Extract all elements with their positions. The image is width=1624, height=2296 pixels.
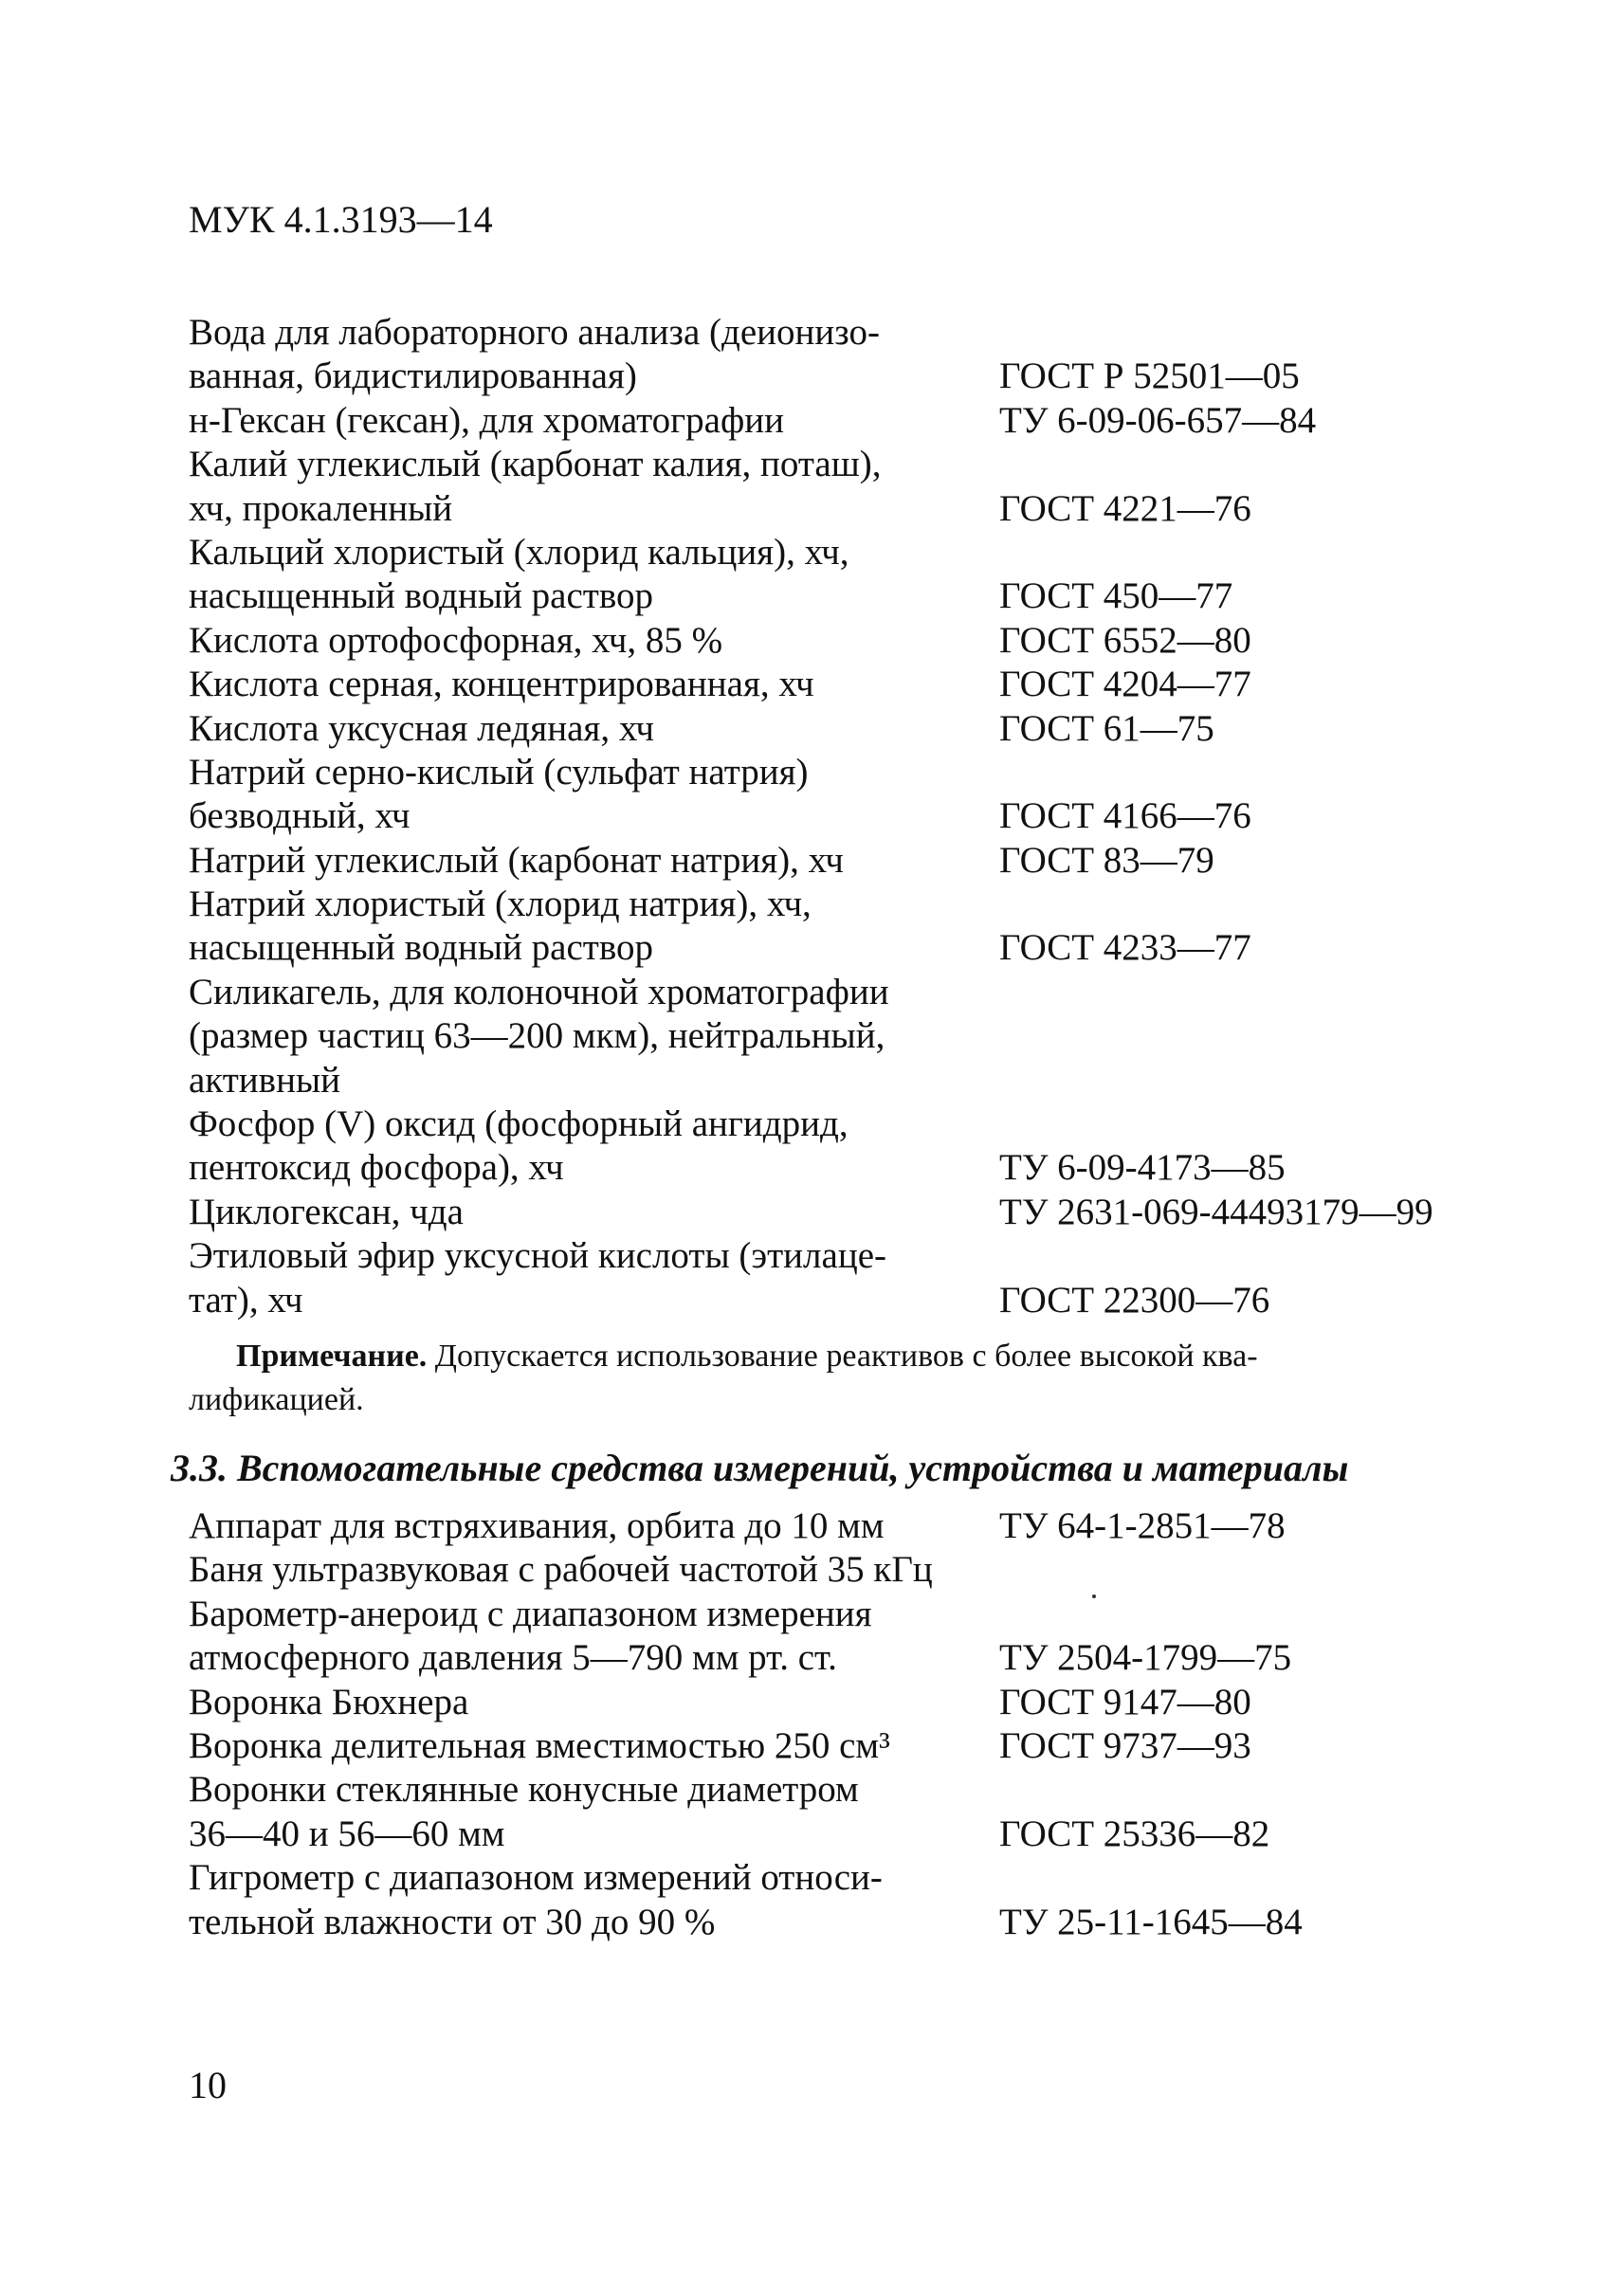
note [189, 1335, 1440, 1422]
reagent-row-standard: ГОСТ 4204—77 [999, 664, 1251, 705]
reagent-row [189, 355, 1497, 398]
reagent-row [189, 1191, 1497, 1234]
reagent-row-standard: ГОСТ 4233—77 [999, 927, 1251, 969]
reagent-row [189, 883, 1497, 926]
reagent-row-name: Вода для лабораторного анализа (деионизо- [189, 312, 880, 353]
equipment-row-standard: ТУ 2504-1799—75 [999, 1637, 1292, 1679]
equipment-row-name: Воронки стеклянные конусные диаметром [189, 1769, 859, 1811]
reagent-row [189, 926, 1497, 970]
note-continuation: лификацией. [189, 1382, 364, 1417]
reagent-row [189, 574, 1497, 618]
equipment-row-standard: ТУ 64-1-2851—78 [999, 1505, 1286, 1546]
reagent-row [189, 531, 1497, 574]
reagent-row [189, 399, 1497, 443]
reagent-row [189, 1102, 1497, 1146]
reagent-row [189, 971, 1497, 1014]
note-first-line [189, 1335, 1440, 1378]
equipment-row-name: Баня ультразвуковая с рабочей частотой 35 кГц [189, 1549, 933, 1591]
section-title: 3.3. Вспомогательные средства измерений, устройства и материалы [171, 1447, 1349, 1489]
reagent-row-name: пентоксид фосфора), хч [189, 1147, 564, 1189]
reagent-row-name: Фосфор (V) оксид (фосфорный ангидрид, [189, 1103, 848, 1145]
reagent-row [189, 751, 1497, 794]
reagent-row [189, 839, 1497, 883]
reagent-row-name: Кислота серная, концентрированная, хч [189, 664, 814, 705]
reagent-row [189, 707, 1497, 751]
reagent-row-standard: ГОСТ 83—79 [999, 839, 1214, 881]
equipment-list [189, 1504, 1497, 1944]
reagent-row-name: Кальций хлористый (хлорид кальция), хч, [189, 531, 849, 573]
page-number: 10 [189, 2064, 227, 2106]
reagent-row-standard: ГОСТ 4221—76 [999, 487, 1251, 529]
reagent-row-name: ванная, бидистилированная) [189, 355, 637, 397]
reagent-row [189, 1059, 1497, 1102]
reagent-row-standard: ГОСТ Р 52501—05 [999, 355, 1300, 397]
equipment-row-standard: ГОСТ 9147—80 [999, 1681, 1251, 1722]
reagent-row-name: (размер частиц 63—200 мкм), нейтральный, [189, 1015, 885, 1057]
reagent-row-name: хч, прокаленный [189, 487, 453, 529]
reagent-row-name: активный [189, 1059, 341, 1101]
reagent-row-standard: ГОСТ 4166—76 [999, 795, 1251, 837]
reagent-row-name: тат), хч [189, 1279, 303, 1321]
equipment-row [189, 1593, 1497, 1636]
equipment-row [189, 1768, 1497, 1812]
equipment-row-name: Воронка делительная вместимостью 250 см³ [189, 1724, 890, 1766]
reagent-row-name: Натрий углекислый (карбонат натрия), хч [189, 839, 844, 881]
reagent-row [189, 619, 1497, 663]
equipment-row [189, 1636, 1497, 1680]
reagent-row [189, 311, 1497, 355]
reagent-row-standard: ТУ 6-09-06-657—84 [999, 399, 1317, 441]
note-label: Примечание. [236, 1339, 428, 1374]
reagent-row [189, 663, 1497, 706]
reagent-row-name: н-Гексан (гексан), для хроматографии [189, 399, 784, 441]
equipment-row [189, 1681, 1497, 1724]
reagent-row-name: Калий углекислый (карбонат калия, поташ), [189, 444, 882, 485]
reagent-row [189, 443, 1497, 486]
reagent-row-name: насыщенный водный раствор [189, 927, 653, 969]
equipment-row-name: атмосферного давления 5—790 мм рт. ст. [189, 1637, 837, 1679]
equipment-row [189, 1813, 1497, 1856]
reagent-row [189, 1234, 1497, 1278]
equipment-row-name: тельной влажности от 30 до 90 % [189, 1901, 716, 1942]
reagent-row-standard: ГОСТ 450—77 [999, 575, 1233, 617]
equipment-row [189, 1901, 1497, 1944]
reagent-row-standard: ГОСТ 22300—76 [999, 1279, 1270, 1321]
reagent-row-name: Силикагель, для колоночной хроматографии [189, 971, 889, 1012]
reagent-row-name: Натрий хлористый (хлорид натрия), хч, [189, 884, 812, 925]
equipment-row-name: Воронка Бюхнера [189, 1681, 469, 1722]
reagents-list [189, 311, 1497, 1322]
equipment-row [189, 1724, 1497, 1768]
reagent-row [189, 1146, 1497, 1190]
equipment-row [189, 1548, 1497, 1592]
scan-speck [1092, 1594, 1096, 1598]
equipment-row-name: Аппарат для встряхивания, орбита до 10 мм [189, 1505, 885, 1546]
reagent-row-standard: ТУ 2631-069-44493179—99 [999, 1191, 1433, 1232]
reagent-row-name: Натрий серно-кислый (сульфат натрия) [189, 751, 809, 793]
reagent-row-name: Этиловый эфир уксусной кислоты (этилаце- [189, 1235, 886, 1277]
equipment-row-name: Барометр-анероид с диапазоном измерения [189, 1593, 872, 1634]
note-text: Допускается использование реактивов с более высокой ква- [427, 1339, 1258, 1374]
equipment-row-standard: ГОСТ 9737—93 [999, 1724, 1251, 1766]
reagent-row-name: безводный, хч [189, 795, 411, 837]
reagent-row [189, 1279, 1497, 1322]
reagent-row-name: Кислота уксусная ледяная, хч [189, 707, 655, 749]
equipment-row [189, 1856, 1497, 1900]
equipment-row-standard: ТУ 25-11-1645—84 [999, 1901, 1303, 1942]
equipment-row [189, 1504, 1497, 1548]
reagent-row-standard: ТУ 6-09-4173—85 [999, 1147, 1286, 1189]
reagent-row-name: Циклогексан, чда [189, 1191, 464, 1232]
reagent-row-name: насыщенный водный раствор [189, 575, 653, 617]
reagent-row-standard: ГОСТ 6552—80 [999, 619, 1251, 661]
equipment-row-name: 36—40 и 56—60 мм [189, 1813, 505, 1854]
reagent-row-name: Кислота ортофосфорная, хч, 85 % [189, 619, 723, 661]
equipment-row-name: Гигрометр с диапазоном измерений относи- [189, 1857, 883, 1899]
reagent-row-standard: ГОСТ 61—75 [999, 707, 1214, 749]
document-header: МУК 4.1.3193—14 [189, 198, 493, 241]
equipment-row-standard: ГОСТ 25336—82 [999, 1813, 1270, 1854]
reagent-row [189, 487, 1497, 531]
reagent-row [189, 1014, 1497, 1058]
reagent-row [189, 794, 1497, 838]
